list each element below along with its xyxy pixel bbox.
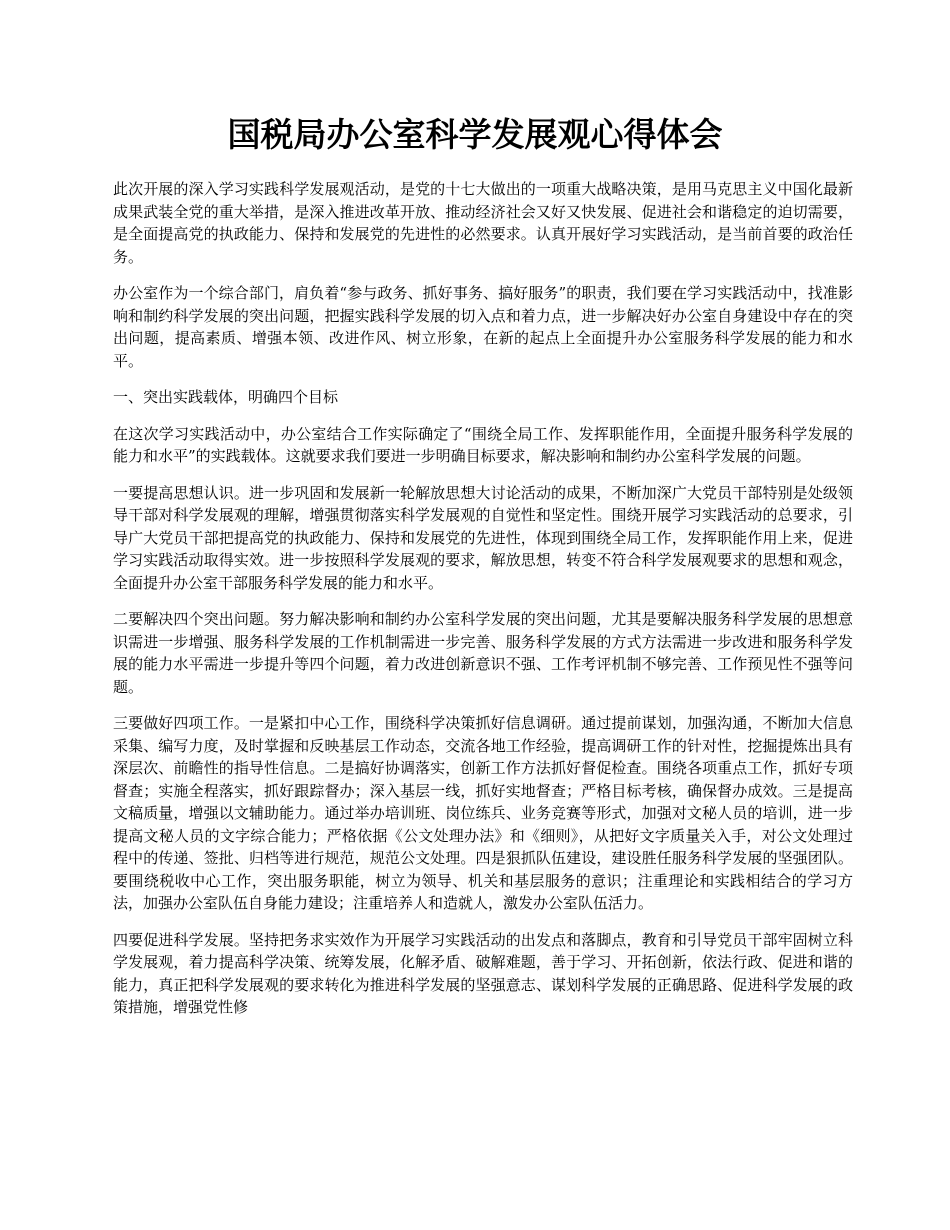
section-heading-1: 一、突出实践载体，明确四个目标: [113, 388, 339, 406]
paragraph-goal-4: 四要促进科学发展。坚持把务求实效作为开展学习实践活动的出发点和落脚点，教育和引导党员干部牢固树立科学发展观，着力提高科学决策、统筹发展，化解矛盾、破解难题，善于学习、开拓创新，依法行政、促进和谐的能力，真正把科学发展观的要求转化为推进科学发展的坚强意志、谋划科学发展的正确思路、促进科学发展的政策措施，增强党性修: [113, 930, 853, 1016]
paragraph-goal-2: 二要解决四个突出问题。努力解决影响和制约办公室科学发展的突出问题，尤其是要解决服务科学发展的思想意识需进一步增强、服务科学发展的工作机制需进一步完善、服务科学发展的方式方法需进一步改进和服务科学发展的能力水平需进一步提升等四个问题，着力改进创新意识不强、工作考评机制不够完善、工作预见性不强等问题。: [113, 610, 853, 696]
paragraph-intro: 此次开展的深入学习实践科学发展观活动，是党的十七大做出的一项重大战略决策，是用马克思主义中国化最新成果武装全党的重大举措，是深入推进改革开放、推动经济社会又好又快发展、促进社会和谐稳定的迫切需要，是全面提高党的执政能力、保持和发展党的先进性的必然要求。认真开展好学习实践活动，是当前首要的政治任务。: [113, 180, 853, 266]
paragraph-goal-1: 一要提高思想认识。进一步巩固和发展新一轮解放思想大讨论活动的成果，不断加深广大党员干部特别是处级领导干部对科学发展观的理解，增强贯彻落实科学发展观的自觉性和坚定性。围绕开展学习实践活动的总要求，引导广大党员干部把提高党的执政能力、保持和发展党的先进性，体现到围绕全局工作，发挥职能作用上来，促进学习实践活动取得实效。进一步按照科学发展观的要求，解放思想，转变不符合科学发展观要求的思想和观念，全面提升办公室干部服务科学发展的能力和水平。: [113, 483, 853, 592]
paragraph-goal-3: 三要做好四项工作。一是紧扣中心工作，围绕科学决策抓好信息调研。通过提前谋划，加强沟通，不断加大信息采集、编写力度，及时掌握和反映基层工作动态，交流各地工作经验，提高调研工作的针对性，挖掘提炼出具有深层次、前瞻性的指导性信息。二是搞好协调落实，创新工作方法抓好督促检查。围绕各项重点工作，抓好专项督查；实施全程落实，抓好跟踪督办；深入基层一线，抓好实地督查；严格目标考核，确保督办成效。三是提高文稿质量，增强以文辅助能力。通过举办培训班、岗位练兵、业务竞赛等形式，加强对文秘人员的培训，进一步提高文秘人员的文字综合能力；严格依据《公文处理办法》和《细则》，从把好文字质量关入手，对公文处理过程中的传递、签批、归档等进行规范，规范公文处理。四是狠抓队伍建设，建设胜任服务科学发展的坚强团队。要围绕税收中心工作，突出服务职能，树立为领导、机关和基层服务的意识；注重理论和实践相结合的学习方法，加强办公室队伍自身能力建设；注重培养人和造就人，激发办公室队伍活力。: [113, 714, 853, 912]
paragraph-practice-carrier: 在这次学习实践活动中，办公室结合工作实际确定了“围绕全局工作、发挥职能作用，全面提升服务科学发展的能力和水平”的实践载体。这就要求我们要进一步明确目标要求，解决影响和制约办公室科学发展的问题。: [113, 424, 853, 465]
paragraph-office-role: 办公室作为一个综合部门，肩负着“参与政务、抓好事务、搞好服务”的职责，我们要在学习实践活动中，找准影响和制约科学发展的突出问题，把握实践科学发展的切入点和着力点，进一步解决好办公室自身建设中存在的突出问题，提高素质、增强本领、改进作风、树立形象，在新的起点上全面提升办公室服务科学发展的能力和水平。: [113, 284, 853, 370]
document-title: 国税局办公室科学发展观心得体会: [227, 115, 723, 154]
document-body: [113, 178, 853, 1033]
